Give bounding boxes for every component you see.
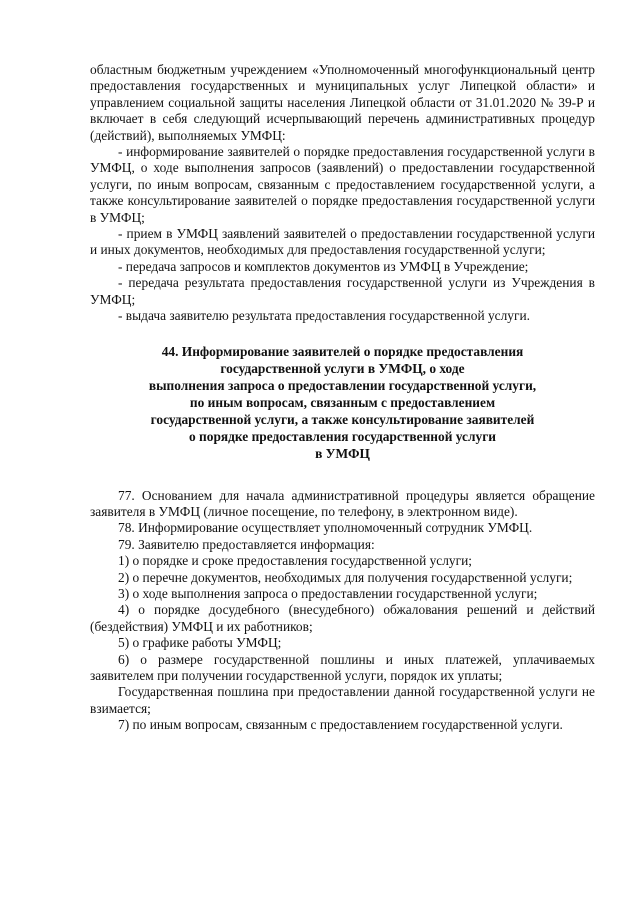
info-item-3: 3) о ходе выполнения запроса о предоставлении государственной услуги;	[118, 585, 538, 601]
document-body	[90, 62, 595, 734]
heading-line: по иным вопросам, связанным с предоставлением	[189, 394, 496, 410]
list-item: - передача результата предоставления государственной услуги из Учреждения в УМФЦ;	[90, 275, 595, 307]
info-item-4: 4) о порядке досудебного (внесудебного) обжалования решений и действий (бездействия) УМФЦ и их работников;	[90, 602, 595, 634]
list-item: - передача запросов и комплектов документов из УМФЦ в Учреждение;	[118, 258, 529, 274]
list-item: - выдача заявителю результата предоставления государственной услуги.	[118, 308, 530, 324]
list-item: - прием в УМФЦ заявлений заявителей о предоставлении государственной услуги и иных документов, необходимых для предоставления государственной услуги;	[90, 226, 595, 258]
heading-line: государственной услуги, а также консультирование заявителей	[150, 411, 535, 427]
fee-note: Государственная пошлина при предоставлении данной государственной услуги не взимается;	[90, 684, 595, 716]
heading-line: 44. Информирование заявителей о порядке предоставления	[161, 343, 524, 359]
paragraph-77: 77. Основанием для начала административной процедуры является обращение заявителя в УМФЦ (личное посещение, по телефону, в электронном виде).	[90, 487, 595, 519]
heading-line: государственной услуги в УМФЦ, о ходе	[220, 360, 465, 376]
list-item: - информирование заявителей о порядке предоставления государственной услуги в УМФЦ, о ходе выполнения запросов (заявлений) о предоставлении государственной услуги, по иным вопросам, связанным с предоставлением государственной услуги, а также консультирование заявителей о порядке предоставления государственной услуги в УМФЦ;	[90, 144, 595, 225]
section-heading	[90, 343, 595, 462]
info-item-1: 1) о порядке и сроке предоставления государственной услуги;	[118, 553, 473, 569]
heading-line: о порядке предоставления государственной услуги	[189, 428, 496, 444]
paragraph-79: 79. Заявителю предоставляется информация:	[118, 536, 375, 552]
info-item-7: 7) по иным вопросам, связанным с предоставлением государственной услуги.	[118, 717, 563, 733]
info-item-5: 5) о графике работы УМФЦ;	[118, 635, 282, 651]
info-item-2: 2) о перечне документов, необходимых для получения государственной услуги;	[118, 569, 573, 585]
info-item-6: 6) о размере государственной пошлины и иных платежей, уплачиваемых заявителем при получении государственной услуги, порядок их уплаты;	[90, 651, 595, 683]
paragraph-78: 78. Информирование осуществляет уполномоченный сотрудник УМФЦ.	[118, 520, 533, 536]
intro-paragraph: областным бюджетным учреждением «Уполномоченный многофункциональный центр предоставления государственных и муниципальных услуг Липецкой области» и управлением социальной защиты населения Липецкой области от 31.01.2020 № 39-Р и включает в себя следующий исчерпывающий перечень административных процедур (действий), выполняемых УМФЦ:	[90, 62, 595, 143]
heading-line: в УМФЦ	[315, 445, 370, 461]
heading-line: выполнения запроса о предоставлении государственной услуги,	[148, 377, 537, 393]
